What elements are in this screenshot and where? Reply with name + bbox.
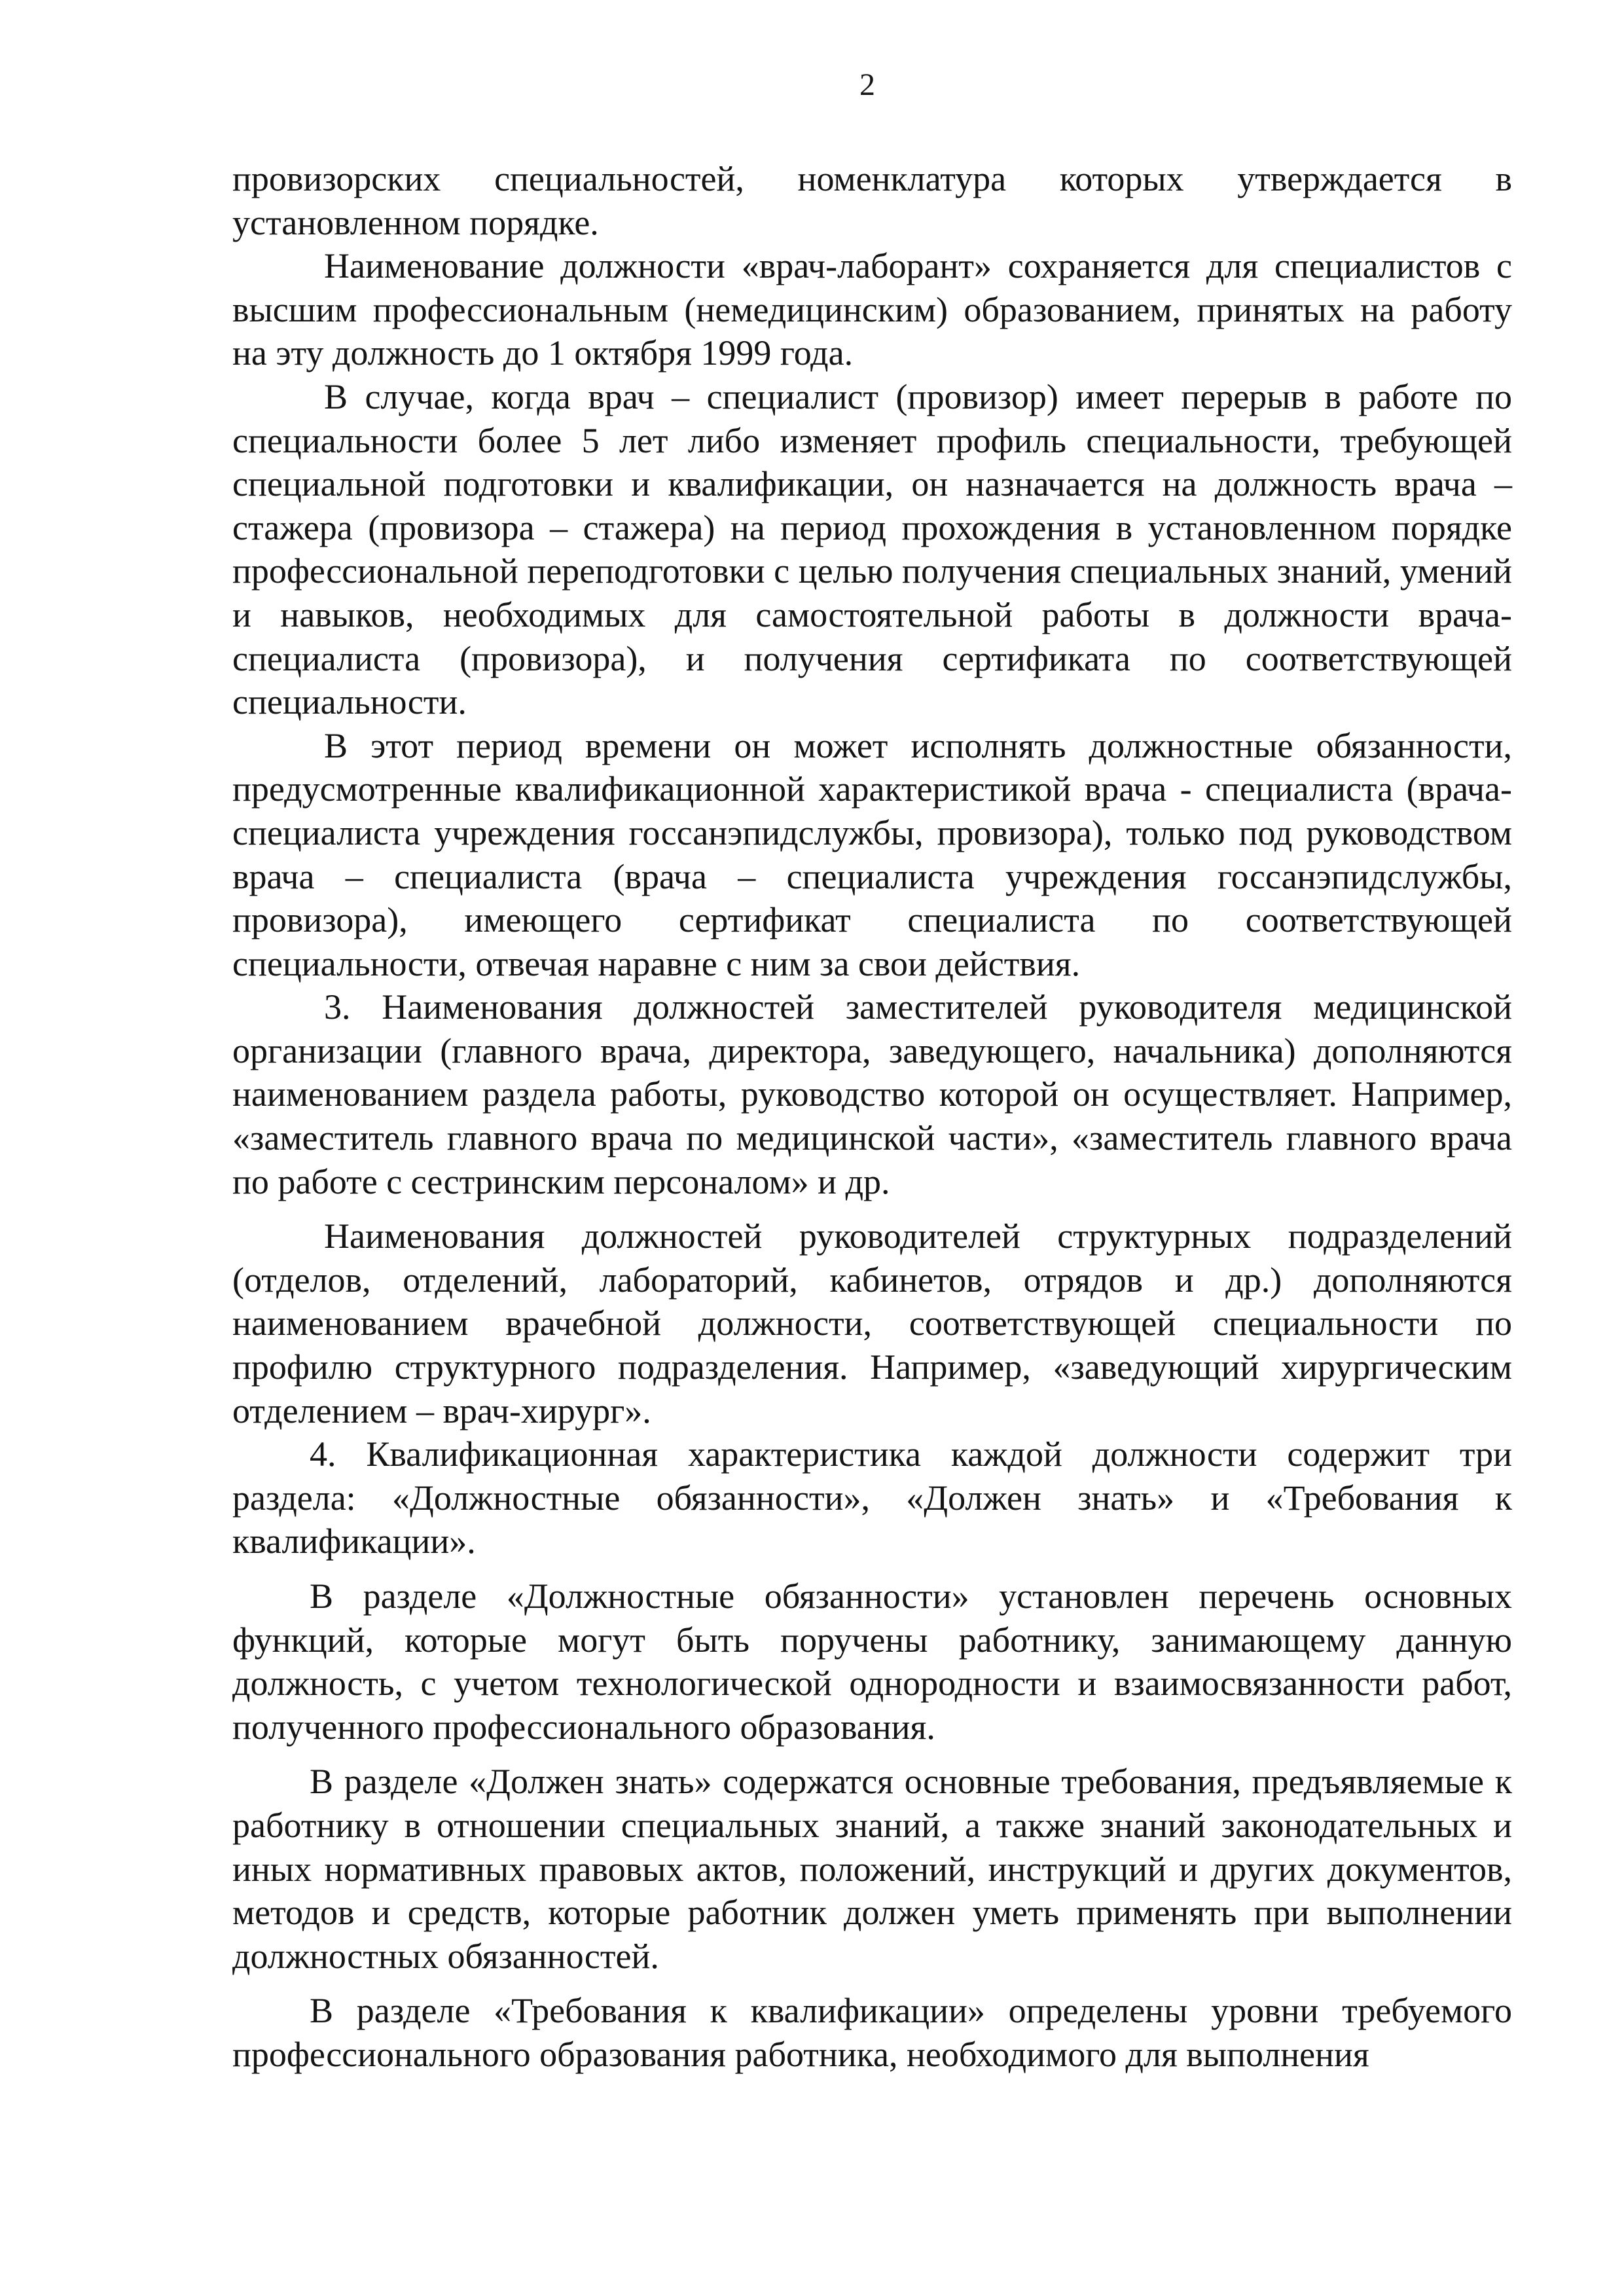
paragraph-rukovoditeli-podrazdeleniy: Наименования должностей руководителей структурных подразделений (отделов, отделений, лабораторий, кабинетов, отрядов и др.) дополняются наименованием врачебной должности, соответствующей специальности по профилю структурного подразделения. Например, «заведующий хирургическим отделением – врач-хирург». (232, 1216, 1512, 1430)
page-number: 2 (859, 67, 875, 102)
paragraph-dolzhnostnye-obyazannosti: В разделе «Должностные обязанности» установлен перечень основных функций, которые могут быть поручены работнику, занимающему данную должность, с учетом технологической однородности и взаимосвязанности работ, полученного профессионального образования. (232, 1576, 1512, 1747)
paragraph-continuation: провизорских специальностей, номенклатура которых утверждается в установленном порядке. (232, 159, 1512, 242)
paragraph-vrach-stazher: В случае, когда врач – специалист (провизор) имеет перерыв в работе по специальности более 5 лет либо изменяет профиль специальности, требующей специальной подготовки и квалификации, он назначается на должность врача – стажера (провизора – стажера) на период прохождения в установленном порядке профессиональной переподготовки с целью получения специальных знаний, умений и навыков, необходимых для самостоятельной работы в должности врача-специалиста (провизора), и получения сертификата по соответствующей специальности. (232, 376, 1512, 722)
document-body (232, 157, 1512, 2077)
paragraph-trebovaniya-kvalifikacii: В разделе «Требования к квалификации» определены уровни требуемого профессионального образования работника, необходимого для выполнения (232, 1991, 1512, 2074)
paragraph-item-3: 3. Наименования должностей заместителей руководителя медицинской организации (главного врача, директора, заведующего, начальника) дополняются наименованием раздела работы, руководство которой он осуществляет. Например, «заместитель главного врача по медицинской части», «заместитель главного врача по работе с сестринским персоналом» и др. (232, 987, 1512, 1201)
paragraph-dolzhen-znat: В разделе «Должен знать» содержатся основные требования, предъявляемые к работнику в отношении специальных знаний, а также знаний законодательных и иных нормативных правовых актов, положений, инструкций и других документов, методов и средств, которые работник должен уметь применять при выполнении должностных обязанностей. (232, 1762, 1512, 1976)
paragraph-obyazannosti-period: В этот период времени он может исполнять должностные обязанности, предусмотренные квалификационной характеристикой врача - специалиста (врача-специалиста учреждения госсанэпидслужбы, провизора), только под руководством врача – специалиста (врача – специалиста учреждения госсанэпидслужбы, провизора), имеющего сертификат специалиста по соответствующей специальности, отвечая наравне с ним за свои действия. (232, 725, 1512, 983)
paragraph-vrach-laborant: Наименование должности «врач-лаборант» сохраняется для специалистов с высшим профессиональным (немедицинским) образованием, принятых на работу на эту должность до 1 октября 1999 года. (232, 246, 1512, 373)
paragraph-item-4: 4. Квалификационная характеристика каждой должности содержит три раздела: «Должностные обязанности», «Должен знать» и «Требования к квалификации». (232, 1434, 1512, 1561)
